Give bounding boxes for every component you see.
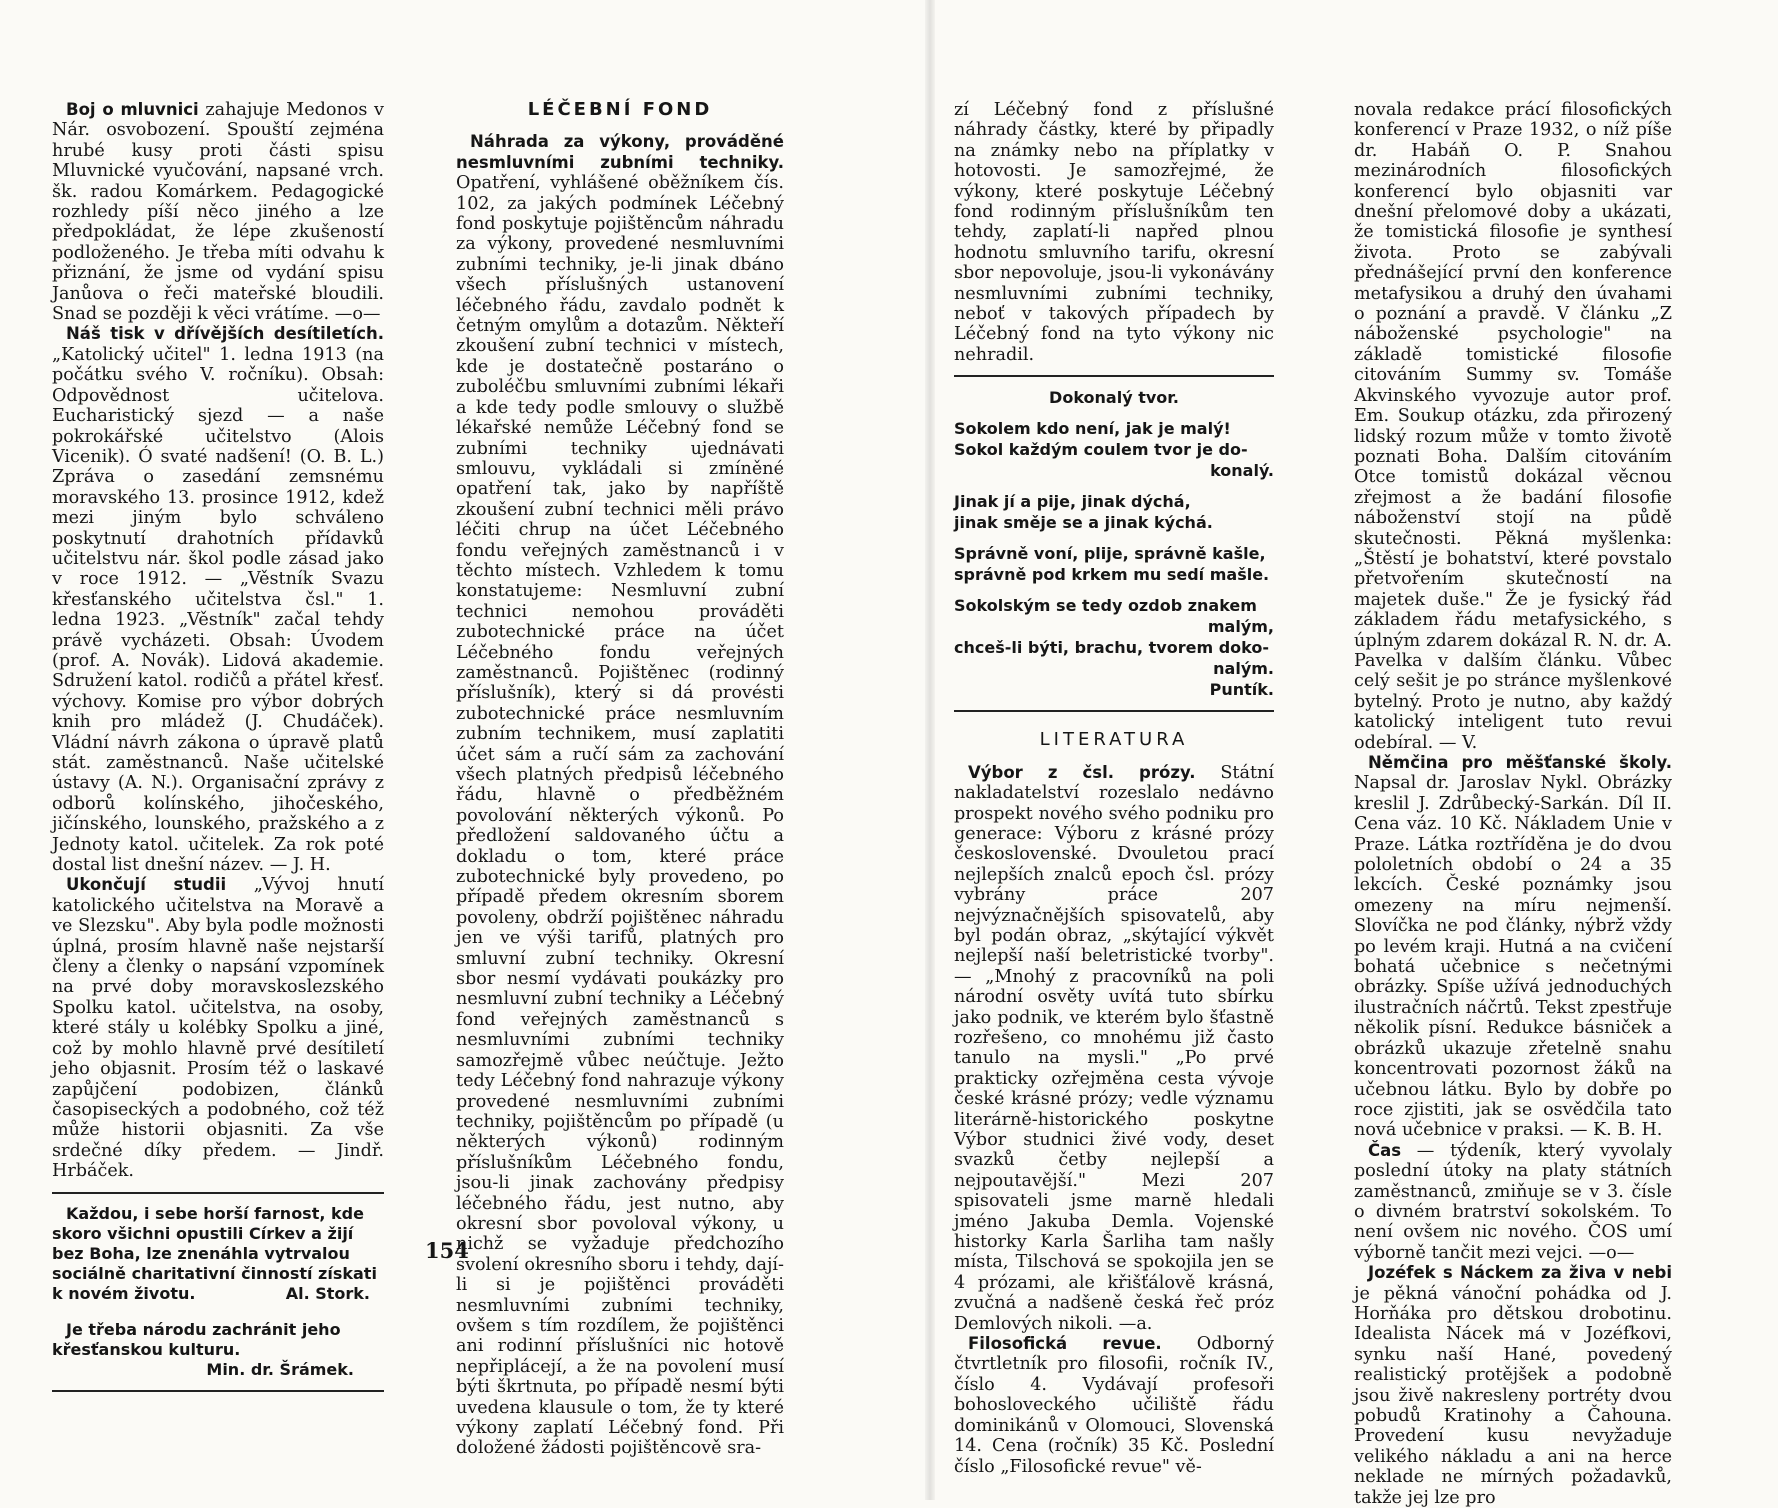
divider [52, 1390, 384, 1392]
lead-filosoficka-revue: Filosofická revue. [968, 1334, 1162, 1354]
article-filosoficka-revue: Filosofická revue. Odborný čtvrtletník pro filosofii, ročník IV., číslo 4. Vydávají profesoři bohosloveckého učiliště řádu dominikánů v Olomouci, Slovenská 14. Cena (ročník) 35 Kč. Poslední číslo „Filosofické revue" vě- [954, 1334, 1274, 1477]
quote-box [52, 1204, 384, 1380]
poem-dokonaly-tvor [954, 387, 1274, 700]
article-nas-tisk: Náš tisk v dřívějších desítiletích. „Katolický učitel" 1. ledna 1913 (na počátku svého V. ročníku). Obsah: Odpovědnost učitelova. Eucharistický sjezd — a naše pokrokářské učitelstvo (Alois Vicenik). Ó svaté nadšení! (O. B. L.) Zpráva o zasedání zemsnému moravského 13. prosince 1912, kdež mezi jiným bylo schváleno poskytnutí drahotních přídavků učitelstvu nár. škol podle zásad jako v roce 1912. — „Věstník Svazu křesťanského učitelstva čsl." 1. ledna 1923. „Věstník" začal tehdy právě vycházeti. Obsah: Úvodem (prof. A. Novák). Lidová akademie. Sdružení katol. rodičů a přátel křesť. výchovy. Komise pro výbor dobrých knih pro mládež (J. Chudáček). Vládní návrh zákona o úpravě platů stát. zaměstnanců. Naše učitelské ústavy (A. N.). Organisační zprávy z odborů kolínského, jihočeského, jičínského, lounského, pražského a z Jednoty katol. učitelek. Za rok poté dostal list dnešní název. — J. H. [52, 324, 384, 876]
lead-cas: Čas [1368, 1140, 1402, 1160]
article-vybor: Výbor z čsl. prózy. Státní nakladatelství rozeslalo nedávno prospekt nového svého podniku pro generace: Výboru z krásné prózy československé. Dvouletou prací nejlepších znalců epoch čsl. prózy vybrány práce 207 nejvýznačnějších spisovatelů, aby byl podán obraz, „skýtající výkvět nejlepší naší beletristické tvorby". — „Mnohý z pracovníků na poli národní osvěty uvítá tuto sbírku jako podnik, ve kterém bylo šťastně rozřešeno, co mnohému již často tanulo na mysli." „Po prvé prakticky ozřejměna cesta vývoje české krásné prózy; vedle významu literárně-historického poskytne Výbor studnici živé vody, deset svazků četby nejlepší a nejpoutavější." Mezi 207 spisovateli jsme marně hledali jméno Jakuba Demla. Vojenské historky Karla Šarliha tam našly místa, Tilschová se spokojila jen se 4 prózami, ale křišťálově krásná, zvučná a nadšeně česká řeč próz Demlových nikoli. —a. [954, 762, 1274, 1334]
column-3 [954, 100, 1274, 1477]
article-boj-o-mluvnici: Boj o mluvnici zahajuje Medonos v Nár. osvobození. Spouští zejména hrubé kusy proti části spisu Mluvnické vyučování, napsané vrch. šk. radou Komárkem. Pedagogické rozhledy píší něco jiného a lze předpokládat, že lépe zkušeností podloženého. Je třeba míti odvahu k přiznání, že jsme od vydání spisu Janůova o řeči mateřské bloudili. Snad se později k věci vrátíme. —o— [52, 100, 384, 325]
lead-jozefek: Jozéfek s Náckem za živa v nebi [1368, 1263, 1672, 1283]
divider [954, 375, 1274, 377]
section-heading-literatura: LITERATURA [1039, 729, 1189, 751]
article-jozefek: Jozéfek s Náckem za živa v nebi je pěkná vánoční pohádka od J. Horňáka pro dětskou drobotinu. Idealista Nácek má v Jozéfkovi, synku naší Hané, povedený realistický protějšek a podobně jsou živě nakresleny portréty dvou pobudů Kratinohy a Čahouna. Provedení kusu nevyžaduje velikého nákladu a ani na herce neklade ne mírných požadavků, takže jej lze pro [1354, 1263, 1672, 1508]
article-ukoncuji-studii: Ukončují studii „Vývoj hnutí katolického učitelstva na Moravě a ve Slezsku". Aby byla podle možnosti úplná, prosím hlavně naše nejstarší členy a členky o napsání vzpomínek na prvé doby moravskoslezského Spolku katol. učitelstva, na osoby, které stály u kolébky Spolku a jiné, což by mohlo hlavně prvé desítiletí jeho objasnit. Prosím též o laskavé zapůjčení podobizen, článků časopiseckých a podobného, což též může historii objasniti. Za vše srdečné díky předem. — Jindř. Hrbáček. [52, 875, 385, 1182]
poem-author: Puntík. [1209, 680, 1274, 700]
poem-stanza: Sokolem kdo není, jak je malý! Sokol každým coulem tvor je do- konalý. [954, 419, 1274, 481]
lead-boj-o-mluvnici: Boj o mluvnici [66, 100, 199, 119]
article-filosoficka-revue-cont: novala redakce prácí filosofických konferencí v Praze 1932, o níž píše dr. Habáň O. P. Snahou mezinárodních filosofických konferencí bylo objasniti var dnešní přelomové doby a ukázati, že tomistická filosofie je synthesí života. Proto se zabývali přednášející první den konference metafysikou a druhý den úvahami o poznání a pravdě. V článku „Z náboženské psychologie" na základě tomistické filosofie citováním Summy sv. Tomáše Akvinského vyvozuje autor prof. Em. Soukup otázku, zda přirozený lidský rozum může v tomto životě poznati Boha. Dalším citováním Otce tomistů dokázal věcnou zřejmost a že badání filosofie náboženství stojí na půdě skutečnosti. Pěkná myšlenka: „Štěstí je bohatství, které povstalo přetvořením skutečností na majetek duše." Že je fysický řád základem řádu metafysického, s úplným zdarem dokázal R. N. dr. A. Pavelka v dalším článku. Vůbec celý sešit je po stránce myšlenkové bytelný. Proto je nutno, aby každý katolický inteligent tuto revui odebíral. — V. [1354, 100, 1672, 753]
quote-stork: Každou, i sebe horší farnost, kde skoro všichni opustili Církev a žijí bez Boha, lze znenáhla vytrvalou sociálně charitativní činností získati k novém životu. Al. Stork. [52, 1204, 384, 1304]
article-lecebni-fond-cont: zí Léčebný fond z příslušné náhrady částky, které by připadly na známky nebo na příplatky v hotovosti. Je samozřejmé, že výkony, které poskytuje Léčebný fond rodinným příslušníkům ten tehdy, zaplatí-li napřed plnou hodnotu smluvního tarifu, okresní sbor nepovoluje, jsou-li vykonávány nesmluvními zubními techniky, neboť v takových případech by Léčebný fond na tyto výkony nic nehradil. [954, 100, 1274, 365]
column-2 [456, 100, 784, 1459]
right-page [930, 0, 1778, 1508]
article-cas: Čas — týdeník, který vyvolaly poslední útoky na platy státních zaměstnanců, zmiňuje se v 3. čísle o divném bratrství sokolském. To není ovšem nic nového. ČOS umí výborně tančit mezi vejci. —o— [1354, 1140, 1673, 1263]
poem-stanza: Jinak jí a pije, jinak dýchá, jinak směje se a jinak kýchá. [954, 492, 1213, 533]
poem-stanza: Správně voní, plije, správně kašle, správně pod krkem mu sedí mašle. [954, 544, 1270, 585]
lead-ukoncuji-studii: Ukončují studii [66, 875, 227, 895]
quote-stork-author: Al. Stork. [285, 1283, 370, 1303]
article-nahrada: Náhrada za výkony, prováděné nesmluvními zubními techniky. Opatření, vyhlášené oběžníkem čís. 102, za jakých podmínek Léčebný fond poskytuje pojištěncům náhradu za výkony, provedené nesmluvními zubními techniky, je-li jinak dbáno všech příslušných ustanovení léčebného řádu, zavdalo podnět k četným omylům a dotazům. Někteří zkoušení zubní technici v místech, kde je dostatečně postaráno o zuboléčbu smluvními zubními lékaři a kde tedy podle smlouvy o službě lékařské nemůže Léčebný fond se zubními techniky ujednávati smlouvu, vykládali si zmíněné opatření tak, jako by napříště zkoušení zubní technici měli právo léčiti chrup na účet Léčebného fondu veřejných zaměstnanců i v těchto místech. Vzhledem k tomu konstatujeme: Nesmluvní zubní technici nemohou prováděti zubotechnické práce na účet Léčebného fondu veřejných zaměstnanců. Pojištěnec (rodinný příslušník), který si dá provésti zubotechnické práce nesmluvním zubním technikem, musí zaplatiti účet sám a ručí sám za zachování všech platných předpisů léčebného řádu, hlavně o předběžném povolování některých výkonů. Po předložení saldovaného účtu a dokladu o tom, které práce zubotechnické byly provedeno, po případě předem okresním sborem povoleny, obdrží pojištěnec náhradu jen ve výši tarifů, platných pro smluvní zubní techniky. Okresní sbor nesmí vydávati poukázky pro nesmluvní zubní techniky a Léčebný fond veřejných zaměstnanců s nesmluvními zubními techniky samozřejmě vůbec neúčtuje. Ježto tedy Léčebný fond nahrazuje výkony provedené nesmluvními zubními techniky, pojištěncům po případě (u některých výkonů) rodinným příslušníkům Léčebného fondu, jsou-li jinak zachovány předpisy léčebného řádu, jest nutno, aby okresní sbor povoloval výkony, u nichž se vyžaduje předchozího svolení okresního sboru i tehdy, dají-li si je pojištěnci prováděti nesmluvními zubními techniky, ovšem s tím rozdílem, že pojištěnci ani rodinní příslušníci nic hotově nepřiplácejí, a že na povolení musí býti škrtnuta, po případě nesmí býti uvedena klausule o tom, že ty které výkony zaplatí Léčebný fond. Při doložené žádosti pojištěncově sra- [456, 132, 784, 1459]
lead-nahrada: Náhrada za výkony, prováděné nesmluvními zubními techniky. [456, 132, 784, 172]
section-heading-lecebni-fond: LÉČEBNÍ FOND [527, 99, 713, 120]
quote-sramek: Je třeba národu zachránit jeho křesťanskou kulturu. [52, 1319, 341, 1359]
quote-sramek-author: Min. dr. Šrámek. [206, 1359, 354, 1379]
poem-stanza: Sokolským se tedy ozdob znakem malým, chceš-li býti, brachu, tvorem doko- nalým. Puntík. [954, 596, 1274, 700]
lead-vybor: Výbor z čsl. prózy. [968, 762, 1196, 782]
divider [52, 1192, 384, 1194]
article-nemcina: Němčina pro měšťanské školy. Napsal dr. Jaroslav Nykl. Obrázky kreslil J. Zdrůbecký-Sarkán. Díl II. Cena váz. 10 Kč. Nákladem Unie v Praze. Látka roztříděna je do dvou pololetních období o 24 a 35 lekcích. České poznámky jsou omezeny na míru nejmenší. Slovíčka ne pod články, nýbrž vždy po levém kraji. Hutná a na cvičení bohatá učebnice s nečetnými obrázky. Spíše užívá jednoduchých ilustračních náčrtů. Tekst zpestřuje několik písní. Redukce básniček a obrázků ukazuje zřetelně snahu koncentrovati pozornost žáků na učebnou látku. Bylo by dobře po roce zjistiti, jak se osvědčila tato nová učebnice v praksi. — K. B. H. [1354, 753, 1672, 1141]
page-number: 154 [425, 1238, 469, 1263]
lead-nas-tisk: Náš tisk v dřívějších desítiletích. [66, 324, 384, 344]
lead-nemcina: Němčina pro měšťanské školy. [1368, 753, 1672, 772]
column-4 [1354, 100, 1672, 1508]
divider [954, 710, 1274, 712]
column-1 [52, 100, 384, 1402]
poem-title: Dokonalý tvor. [1049, 388, 1179, 408]
